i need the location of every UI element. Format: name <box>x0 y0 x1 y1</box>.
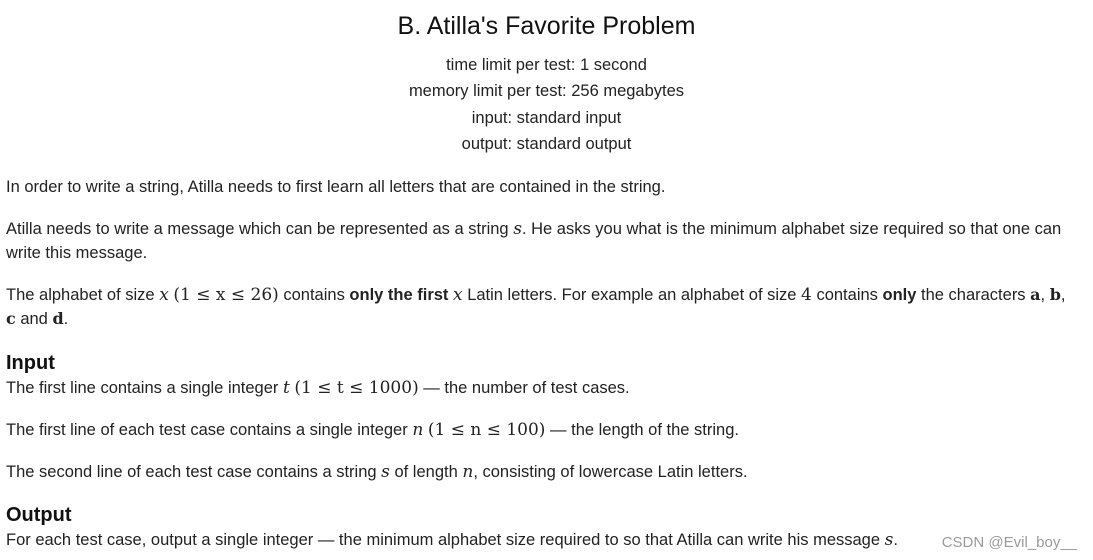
statement-paragraph-1 <box>6 175 1069 199</box>
statement-text: — the length of the string. <box>545 421 739 439</box>
bold-text: only the first <box>349 286 449 304</box>
math-variable: s <box>381 462 390 482</box>
statement-text: and <box>15 310 53 328</box>
math-char: b <box>1049 285 1061 304</box>
input-spec: input: standard input <box>471 109 622 127</box>
math-range: (1 ≤ n ≤ 100) <box>427 420 546 440</box>
input-heading: Input <box>6 352 55 374</box>
math-char: d <box>52 309 64 328</box>
math-char: a <box>1030 285 1041 304</box>
input-line-2 <box>6 418 1069 442</box>
input-line-3 <box>6 460 1069 484</box>
statement-text: For each test case, output a single integer — the minimum alphabet size required to so that Atilla can write his message <box>6 531 885 549</box>
bold-text: only <box>882 286 917 304</box>
statement-text: contains <box>811 286 883 304</box>
math-variable: x <box>453 285 463 305</box>
time-limit: time limit per test: 1 second <box>446 56 647 74</box>
statement-text: . He asks you what is the minimum alphabet size required so that one can write this message. <box>6 220 1062 262</box>
statement-text: Latin letters. For example an alphabet of size <box>462 286 802 304</box>
math-variable: x <box>159 285 169 305</box>
math-variable: s <box>884 530 894 550</box>
math-variable: t <box>282 378 290 398</box>
math-variable: n <box>462 462 474 482</box>
statement-paragraph-3: The alphabet of size x (1 ≤ x ≤ 26) contains only the first x Latin letters. For example an alphabet of size 4 contains only the characters a, b, c and d. <box>6 285 1066 328</box>
memory-limit: memory limit per test: 256 megabytes <box>408 82 685 100</box>
csdn-watermark: CSDN @Evil_boy__ <box>941 534 1077 551</box>
statement-text: — the number of test cases. <box>418 379 630 397</box>
statement-text: Atilla needs to write a message which can be represented as a string <box>6 220 514 238</box>
statement-text: . <box>893 531 898 549</box>
math-number: 4 <box>801 285 812 305</box>
statement-text: The alphabet of size <box>6 286 160 304</box>
math-range: (1 ≤ x ≤ 26) <box>173 285 279 305</box>
output-heading: Output <box>6 504 72 526</box>
statement-text: In order to write a string, Atilla needs to first learn all letters that are contained in the string. <box>6 178 666 196</box>
statement-text: The second line of each test case contains a string <box>6 463 382 481</box>
statement-text: contains <box>278 286 350 304</box>
output-line-1 <box>6 528 1093 552</box>
statement-text: , consisting of lowercase Latin letters. <box>473 463 748 481</box>
statement-text: of length <box>389 463 463 481</box>
statement-text: . <box>63 310 69 328</box>
math-char: c <box>6 309 16 328</box>
statement-text: The first line contains a single integer <box>6 379 283 397</box>
statement-text: The first line of each test case contains a single integer <box>6 421 413 439</box>
statement-text: the characters <box>916 286 1031 304</box>
math-range: (1 ≤ t ≤ 1000) <box>294 378 419 398</box>
input-line-1 <box>6 376 1069 400</box>
output-spec: output: standard output <box>461 135 632 153</box>
math-variable: n <box>412 420 424 440</box>
statement-paragraph-2 <box>6 217 1069 265</box>
math-variable: s <box>513 219 522 239</box>
problem-title: B. Atilla's Favorite Problem <box>397 12 696 40</box>
